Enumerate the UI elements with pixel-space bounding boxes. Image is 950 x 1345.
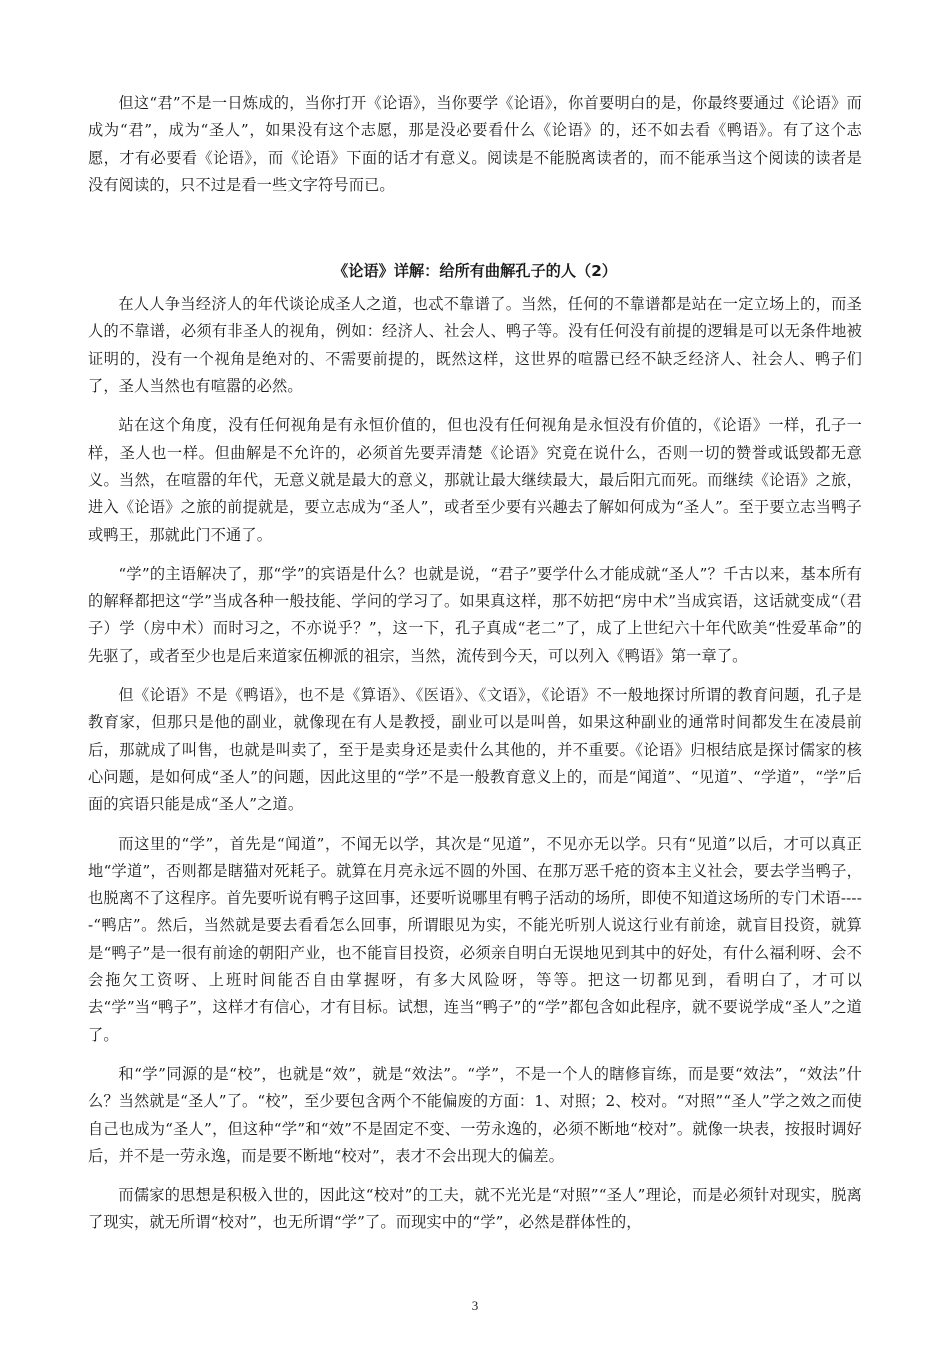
document-page (88, 90, 862, 1237)
body-paragraph-5: 而这里的“学”，首先是“闻道”，不闻无以学，其次是“见道”，不见亦无以学。只有“见道”以后，才可以真正地“学道”，否则都是瞎猫对死耗子。就算在月亮永远不圆的外国、在那万恶千疮的资本主义社会，要去学当鸭子，也脱离不了这程序。首先要听说有鸭子这回事，还要听说哪里有鸭子活动的场所，即使不知道这场所的专门术语-----“鸭店”。然后，当然就是要去看看怎么回事，所谓眼见为实，不能光听别人说这行业有前途，就盲目投资，就算是“鸭子”是一很有前途的朝阳产业，也不能盲目投资，必须亲自明白无误地见到其中的好处，有什么福利呀、会不会拖欠工资呀、上班时间能否自由掌握呀，有多大风险呀，等等。把这一切都见到，看明白了，才可以去“学”当“鸭子”，这样才有信心，才有目标。试想，连当“鸭子”的“学”都包含如此程序，就不要说学成“圣人”之道了。 (88, 834, 862, 1044)
paragraph-spacer (88, 400, 862, 412)
paragraph-spacer (88, 1049, 862, 1061)
intro-paragraph: 但这“君”不是一日炼成的，当你打开《论语》，当你要学《论语》，你首要明白的是，你最终要通过《论语》而成为“君”，成为“圣人”，如果没有这个志愿，那是没必要看什么《论语》的，还不如去看《鸭语》。有了这个志愿，才有必要看《论语》，而《论语》下面的话才有意义。阅读是不能脱离读者的，而不能承当这个阅读的读者是没有阅读的，只不过是看一些文字符号而已。 (88, 94, 862, 194)
body-paragraph-2: 站在这个角度，没有任何视角是有永恒价值的，但也没有任何视角是永恒没有价值的，《论语》一样，孔子一样，圣人也一样。但曲解是不允许的，必须首先要弄清楚《论语》究竟在说什么，否则一切的赞誉或诋毁都无意义。当然，在喧嚣的年代，无意义就是最大的意义，那就让最大继续最大，最后阳亢而死。而继续《论语》之旅，进入《论语》之旅的前提就是，要立志成为“圣人”，或者至少要有兴趣去了解如何成为“圣人”。至于要立志当鸭子或鸭王，那就此门不通了。 (88, 416, 862, 544)
body-paragraph-4: 但《论语》不是《鸭语》，也不是《算语》、《医语》、《文语》，《论语》不一般地探讨所谓的教育问题，孔子是教育家，但那只是他的副业，就像现在有人是教授，副业可以是叫兽，如果这种副业的通常时间都发生在凌晨前后，那就成了叫售，也就是叫卖了，至于是卖身还是卖什么其他的，并不重要。《论语》归根结底是探讨儒家的核心问题，是如何成“圣人”的问题，因此这里的“学”不是一般教育意义上的，而是“闻道”、“见道”、“学道”，“学”后面的宾语只能是成“圣人”之道。 (88, 686, 862, 814)
body-paragraph-3: “学”的主语解决了，那“学”的宾语是什么？也就是说，“君子”要学什么才能成就“圣人”？千古以来，基本所有的解释都把这“学”当成各种一般技能、学问的学习了。如果真这样，那不妨把“房中术”当成宾语，这话就变成“（君子）学（房中术）而时习之，不亦说乎？”，这一下，孔子真成“老二”了，成了上世纪六十年代欧美“性爱革命”的先驱了，或者至少也是后来道家伍柳派的祖宗，当然，流传到今天，可以列入《鸭语》第一章了。 (88, 564, 862, 665)
body-paragraph-7: 而儒家的思想是积极入世的，因此这“校对”的工夫，就不光光是“对照”“圣人”理论，而是必须针对现实，脱离了现实，就无所谓“校对”，也无所谓“学”了。而现实中的“学”，必然是群体性的， (88, 1186, 862, 1232)
paragraph-spacer (88, 1170, 862, 1182)
paragraph-spacer (88, 819, 862, 831)
paragraph-spacer (88, 549, 862, 561)
body-paragraph-6: 和“学”同源的是“校”，也就是“效”，就是“效法”。“学”，不是一个人的瞎修盲练，而是要“效法”，“效法”什么？当然就是“圣人”了。“校”，至少要包含两个不能偏废的方面：1、对照；2、校对。“对照”“圣人”学之效之而使自己也成为“圣人”，但这种“学”和“效”不是固定不变、一劳永逸的，必须不断地“校对”。就像一块表，按报时调好后，并不是一劳永逸，而是要不断地“校对”，表才不会出现大的偏差。 (88, 1064, 862, 1165)
section-title: 《论语》详解：给所有曲解孔子的人（2） (333, 262, 617, 281)
body-paragraph-1: 在人人争当经济人的年代谈论成圣人之道，也忒不靠谱了。当然，任何的不靠谱都是站在一定立场上的，而圣人的不靠谱，必须有非圣人的视角，例如：经济人、社会人、鸭子等。没有任何没有前提的逻辑是可以无条件地被证明的，没有一个视角是绝对的、不需要前提的，既然这样，这世界的喧嚣已经不缺乏经济人、社会人、鸭子们了，圣人当然也有喧嚣的必然。 (88, 295, 862, 396)
paragraph-spacer (88, 670, 862, 682)
page-number: 3 (471, 1298, 479, 1313)
